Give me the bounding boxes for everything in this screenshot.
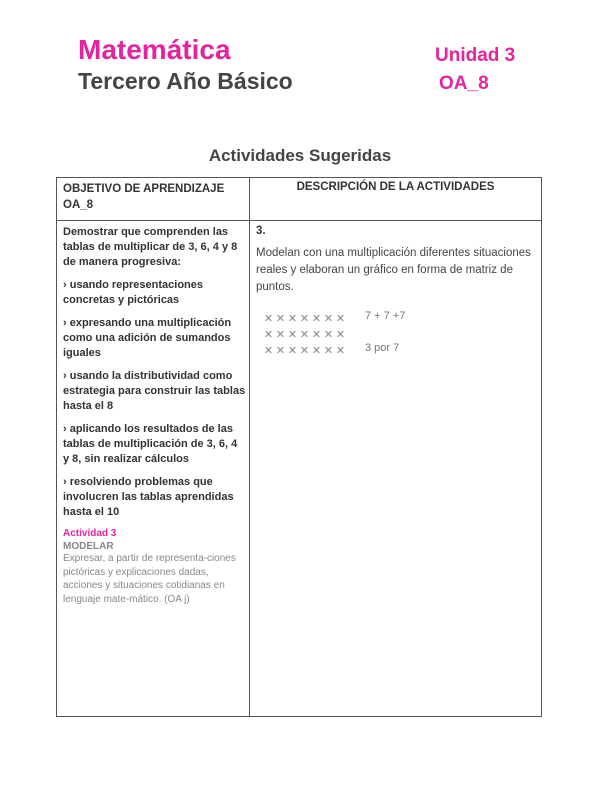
objective-cell	[63, 225, 246, 606]
activity-number: 3.	[256, 225, 266, 237]
objective-code: OA_8	[439, 73, 489, 94]
description-cell	[256, 225, 535, 360]
objective-item: › aplicando los resultados de las tablas de multiplicación de 3, 6, 4 y 8, sin realizar cálculos	[63, 423, 238, 465]
section-title: Actividades Sugeridas	[208, 146, 392, 165]
matrix-cross-icon: ✕	[323, 312, 333, 325]
unit-label: Unidad 3	[435, 45, 516, 66]
matrix-cross-icon: ✕	[299, 328, 309, 341]
matrix-cross-icon: ✕	[287, 312, 297, 325]
matrix-cross-icon: ✕	[335, 328, 345, 341]
matrix-cross-icon: ✕	[311, 344, 321, 357]
matrix-cross-icon: ✕	[275, 312, 285, 325]
matrix-cross-icon: ✕	[275, 344, 285, 357]
matrix-cross-icon: ✕	[263, 328, 273, 341]
activity-skill: MODELAR	[63, 541, 114, 552]
matrix-cross-icon: ✕	[299, 344, 309, 357]
objective-item: › usando representaciones concretas y pictóricas	[63, 279, 203, 306]
header-divider	[57, 220, 541, 221]
grade-title: Tercero Año Básico	[78, 68, 293, 94]
matrix-cross-icon: ✕	[323, 344, 333, 357]
objective-intro: Demostrar que comprenden las tablas de multiplicar de 3, 6, 4 y 8 de manera progresiva:	[63, 226, 238, 268]
matrix-cross-icon: ✕	[299, 312, 309, 325]
activities-table	[56, 177, 542, 717]
matrix-cross-icon: ✕	[335, 344, 345, 357]
matrix-cross-icon: ✕	[287, 328, 297, 341]
activity-description: Modelan con una multiplicación diferentes situaciones reales y elaboran un gráfico en forma de matriz de puntos.	[256, 247, 531, 293]
subject-title: Matemática	[78, 34, 231, 65]
activity-skill-description: Expresar, a partir de representa-ciones pictóricas y explicaciones dadas, acciones y situaciones cotidianas en lenguaje mate-mático. (OA j)	[63, 553, 236, 605]
objective-item: › resolviendo problemas que involucren las tablas aprendidas hasta el 10	[63, 476, 234, 518]
product-expression: 3 por 7	[365, 342, 400, 354]
matrix-cross-icon: ✕	[263, 344, 273, 357]
objective-item: › expresando una multiplicación como una adición de sumandos iguales	[63, 317, 232, 359]
column-divider	[249, 178, 250, 716]
matrix-cross-icon: ✕	[335, 312, 345, 325]
matrix-cross-icon: ✕	[275, 328, 285, 341]
matrix-cross-icon: ✕	[287, 344, 297, 357]
matrix-cross-icon: ✕	[311, 312, 321, 325]
activity-title: Actividad 3	[63, 528, 117, 539]
matrix-cross-icon: ✕	[263, 312, 273, 325]
objective-column-header: OBJETIVO DE APRENDIZAJE OA_8	[63, 183, 225, 211]
description-column-header: DESCRIPCIÓN DE LA ACTIVIDADES	[296, 181, 495, 193]
dot-matrix	[262, 310, 535, 360]
sum-expression: 7 + 7 +7	[365, 310, 406, 322]
matrix-row	[262, 326, 535, 342]
matrix-cross-icon: ✕	[323, 328, 333, 341]
matrix-cross-icon: ✕	[311, 328, 321, 341]
objective-item: › usando la distributividad como estrategia para construir las tablas hasta el 8	[63, 370, 246, 412]
